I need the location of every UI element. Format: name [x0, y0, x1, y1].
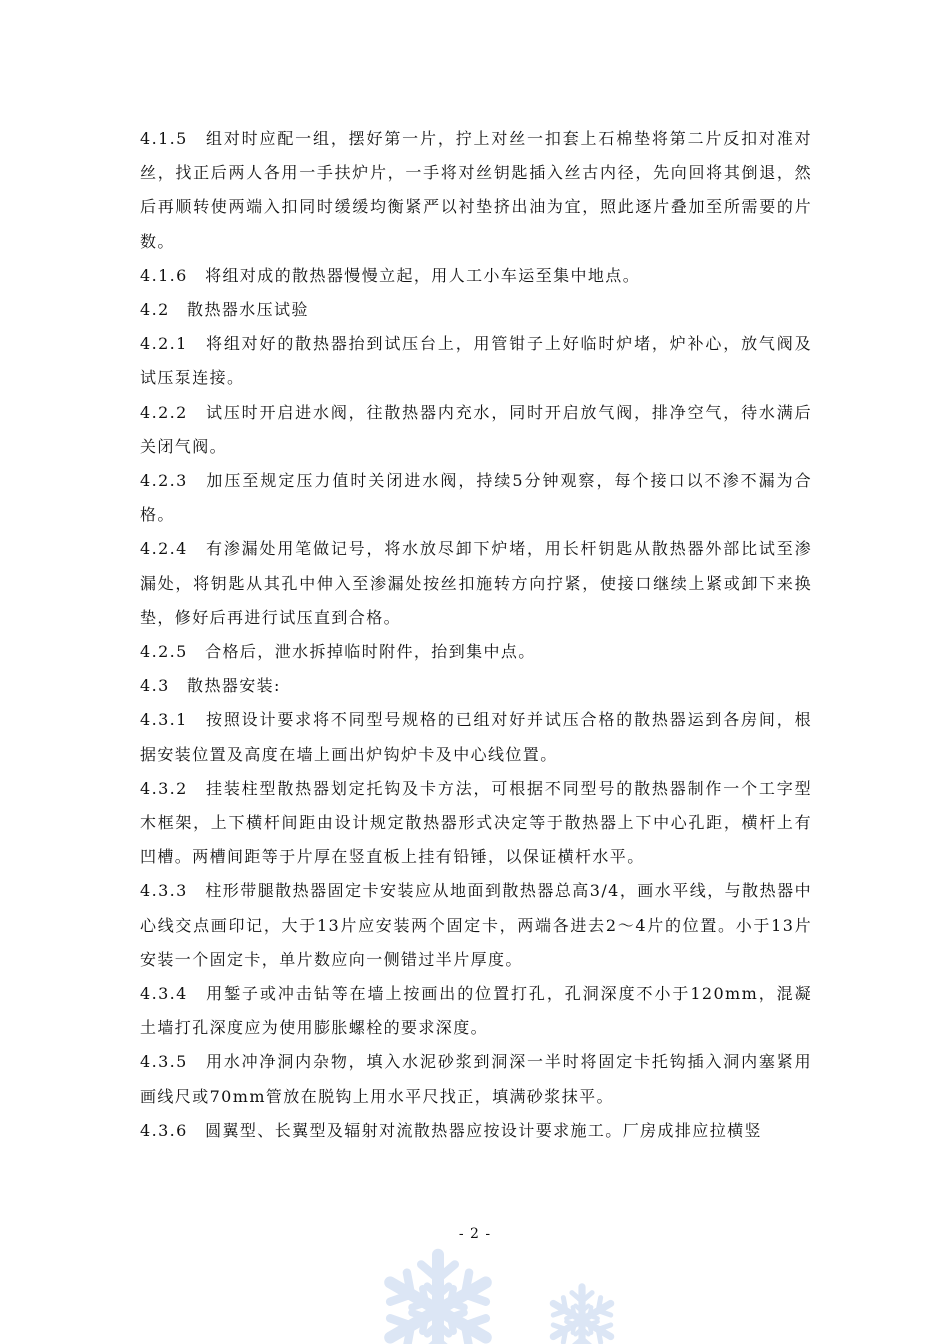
paragraph-4-2-4: 4.2.4 有渗漏处用笔做记号，将水放尽卸下炉堵，用长杆钥匙从散热器外部比试至渗漏处，将钥匙从其孔中伸入至渗漏处按丝扣施转方向拧紧，使接口继续上紧或卸下来换垫，修好后再进行试压直到合格。: [140, 539, 812, 627]
paragraph-4-2-1: 4.2.1 将组对好的散热器抬到试压台上，用管钳子上好临时炉堵，炉补心，放气阀及试压泵连接。: [140, 334, 812, 388]
paragraph-4-3-4: 4.3.4 用錾子或冲击钻等在墙上按画出的位置打孔，孔洞深度不小于120mm，混凝土墙打孔深度应为使用膨胀螺栓的要求深度。: [140, 984, 812, 1038]
paragraph-4-3-1: 4.3.1 按照设计要求将不同型号规格的已组对好并试压合格的散热器运到各房间，根据安装位置及高度在墙上画出炉钩炉卡及中心线位置。: [140, 710, 812, 764]
paragraph-4-3-6: 4.3.6 圆翼型、长翼型及辐射对流散热器应按设计要求施工。厂房成排应拉横竖: [140, 1120, 762, 1140]
paragraph-4-3-2: 4.3.2 挂装柱型散热器划定托钩及卡方法，可根据不同型号的散热器制作一个工字型木框架，上下横杆间距由设计规定散热器形式决定等于散热器上下中心孔距，横杆上有凹槽。两槽间距等于片厚在竖直板上挂有铅锤，以保证横杆水平。: [140, 778, 812, 867]
paragraph-4-3-5: 4.3.5 用水冲净洞内杂物，填入水泥砂浆到洞深一半时将固定卡托钩插入洞内塞紧用画线尺或70mm管放在脱钩上用水平尺找正，填满砂浆抹平。: [140, 1052, 812, 1106]
paragraph-4-3-3: 4.3.3 柱形带腿散热器固定卡安装应从地面到散热器总高3/4，画水平线，与散热器中心线交点画印记，大于13片应安装两个固定卡，两端各进去2～4片的位置。小于13片安装一个固定卡，单片数应向一侧错过半片厚度。: [140, 881, 812, 969]
paragraph-4-1-5: 4.1.5 组对时应配一组，摆好第一片，拧上对丝一扣套上石棉垫将第二片反扣对准对丝，找正后两人各用一手扶炉片，一手将对丝钥匙插入丝古内径，先向回将其倒退，然后再顺转使两端入扣同时缓缓均衡紧严以衬垫挤出油为宜，照此逐片叠加至所需要的片数。: [140, 129, 812, 251]
document-body: [140, 122, 812, 1148]
paragraph-4-1-6: 4.1.6 将组对成的散热器慢慢立起，用人工小车运至集中地点。: [140, 265, 641, 285]
paragraph-4-2-3: 4.2.3 加压至规定压力值时关闭进水阀，持续5分钟观察，每个接口以不渗不漏为合格。: [140, 471, 812, 525]
section-heading-4-3: 4.3 散热器安装:: [140, 676, 281, 696]
paragraph-4-2-5: 4.2.5 合格后，泄水拆掉临时附件，抬到集中点。: [140, 642, 536, 662]
snowflake-logo-icon: [360, 1242, 630, 1344]
section-heading-4-2: 4.2 散热器水压试验: [140, 300, 309, 320]
page-number: - 2 -: [458, 1226, 492, 1242]
watermark-flake-large: [382, 1255, 494, 1344]
watermark-flake-small: [548, 1287, 615, 1344]
paragraph-4-2-2: 4.2.2 试压时开启进水阀，往散热器内充水，同时开启放气阀，排净空气，待水满后关闭气阀。: [140, 402, 812, 456]
